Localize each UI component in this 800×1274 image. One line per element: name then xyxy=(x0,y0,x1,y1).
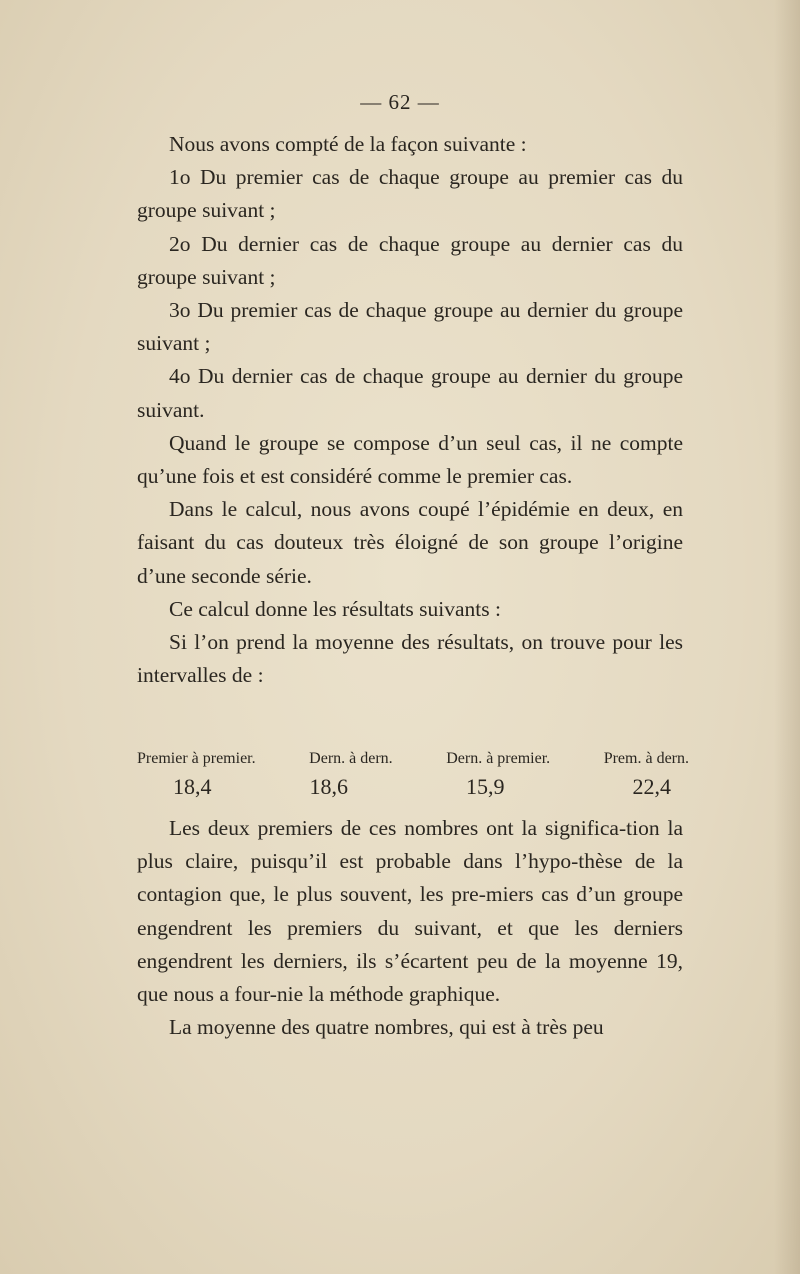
paragraph: Dans le calcul, nous avons coupé l’épidémie en deux, en faisant du cas douteux très éloigné de son groupe l’origine d’une seconde série. xyxy=(137,497,683,588)
table-header-row xyxy=(137,750,689,768)
table-header: Dern. à dern. xyxy=(309,750,393,767)
paragraph: Si l’on prend la moyenne des résultats, on trouve pour les intervalles de : xyxy=(137,630,683,688)
page-edge-shadow xyxy=(774,0,800,1274)
table-value: 18,6 xyxy=(309,774,348,799)
paragraph: 3o Du premier cas de chaque groupe au dernier du groupe suivant ; xyxy=(137,298,683,356)
intervals-table xyxy=(137,750,689,800)
table-header: Premier à premier. xyxy=(137,750,256,767)
paragraph: 4o Du dernier cas de chaque groupe au dernier du groupe suivant. xyxy=(137,364,683,422)
table-header: Prem. à dern. xyxy=(603,750,689,767)
table-value: 15,9 xyxy=(466,774,505,799)
paragraph: Quand le groupe se compose d’un seul cas, il ne compte qu’une fois et est considéré comme le premier cas. xyxy=(137,430,683,489)
page-number: — 62 — xyxy=(360,90,440,114)
paragraph: 1o Du premier cas de chaque groupe au premier cas du groupe suivant ; xyxy=(137,165,683,223)
paragraph: Nous avons compté de la façon suivante : xyxy=(169,132,527,156)
paragraph: Ce calcul donne les résultats suivants : xyxy=(169,596,501,621)
table-header: Dern. à premier. xyxy=(446,750,551,767)
paragraph: La moyenne des quatre nombres, qui est à très peu xyxy=(169,1015,604,1040)
paragraph: 2o Du dernier cas de chaque groupe au dernier cas du groupe suivant ; xyxy=(137,231,683,289)
table-value: 22,4 xyxy=(632,774,671,799)
table-value: 18,4 xyxy=(173,774,212,799)
table-value-row xyxy=(137,774,689,800)
paragraph: Les deux premiers de ces nombres ont la significa-tion la plus claire, puisqu’il est probable dans l’hypo-thèse de la contagion que, le plus souvent, les pre-miers cas d’un groupe engendrent les premiers du suivant, et que les derniers engendrent les derniers, ils s’écartent peu de la moyenne 19, que nous a four-nie la méthode graphique. xyxy=(137,816,683,1007)
body-text-top xyxy=(137,128,683,692)
body-text-bottom xyxy=(137,812,683,1044)
